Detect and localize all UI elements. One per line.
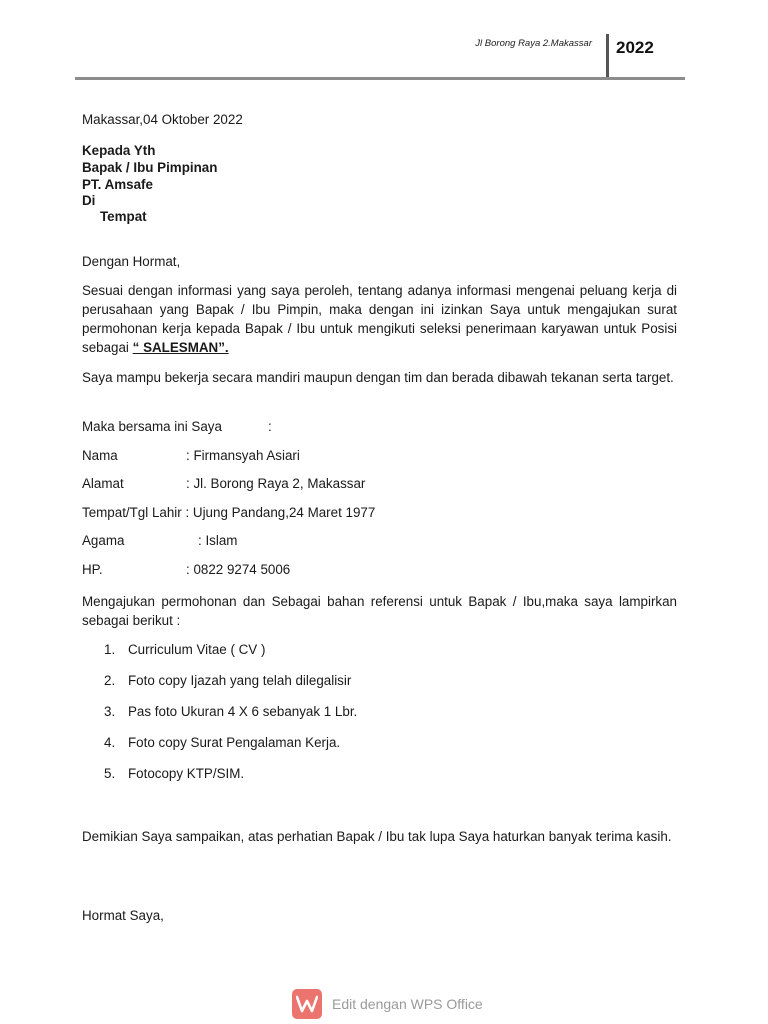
- detail-label: HP.: [82, 562, 103, 577]
- paragraph-attachments-intro: Mengajukan permohonan dan Sebagai bahan referensi untuk Bapak / Ibu,maka saya lampirkan sebagai berikut :: [82, 594, 677, 628]
- intro-text: Maka bersama ini Saya: [82, 419, 222, 434]
- wps-logo-icon: [292, 989, 322, 1019]
- signoff: Hormat Saya,: [82, 908, 164, 923]
- detail-value: : Jl. Borong Raya 2, Makassar: [186, 476, 366, 491]
- list-item: [104, 735, 340, 750]
- recipient-line-4: Di: [82, 193, 96, 208]
- list-item: [104, 642, 265, 657]
- list-number: 4.: [104, 735, 116, 750]
- header-address: Jl Borong Raya 2.Makassar: [475, 38, 592, 49]
- list-text: Foto copy Surat Pengalaman Kerja.: [128, 735, 341, 750]
- detail-row-ttl: [82, 504, 482, 522]
- list-text: Foto copy Ijazah yang telah dilegalisir: [128, 673, 352, 688]
- recipient-line-5: Tempat: [100, 209, 147, 224]
- recipient-line-3: PT. Amsafe: [82, 177, 153, 192]
- detail-value: : Ujung Pandang,24 Maret 1977: [185, 505, 376, 520]
- list-item: [104, 704, 357, 719]
- paragraph-ability: Saya mampu bekerja secara mandiri maupun dengan tim dan berada dibawah tekanan serta target.: [82, 370, 674, 385]
- detail-row-nama: [82, 447, 482, 465]
- detail-row-alamat: [82, 475, 482, 493]
- header-divider-vertical: [606, 34, 609, 79]
- list-number: 3.: [104, 704, 116, 719]
- position-salesman: “ SALESMAN”.: [132, 340, 229, 355]
- detail-row-hp: [82, 561, 482, 579]
- paragraph-application: [82, 281, 677, 357]
- intro-colon: :: [268, 419, 272, 434]
- greeting: Dengan Hormat,: [82, 254, 181, 269]
- header-year: 2022: [616, 38, 654, 57]
- list-item: [104, 673, 351, 688]
- intro-line: [82, 418, 272, 436]
- list-item: [104, 766, 244, 781]
- wps-edit-banner[interactable]: [292, 988, 483, 1020]
- detail-label: Alamat: [82, 476, 124, 491]
- detail-label: Nama: [82, 448, 118, 463]
- detail-label: Agama: [82, 533, 125, 548]
- recipient-line-1: Kepada Yth: [82, 143, 156, 158]
- header-rule: [75, 77, 685, 80]
- list-number: 5.: [104, 766, 116, 781]
- paragraph-closing: Demikian Saya sampaikan, atas perhatian Bapak / Ibu tak lupa Saya haturkan banyak terima kasih.: [82, 829, 672, 844]
- detail-row-agama: [82, 532, 482, 550]
- list-text: Curriculum Vitae ( CV ): [128, 642, 266, 657]
- wps-edit-text[interactable]: Edit dengan WPS Office: [332, 996, 483, 1012]
- detail-value: : Islam: [198, 533, 238, 548]
- list-number: 1.: [104, 642, 116, 657]
- place-date: Makassar,04 Oktober 2022: [82, 112, 243, 127]
- paragraph-application-text: Sesuai dengan informasi yang saya peroleh, tentang adanya informasi mengenai peluang kerja di perusahaan yang Bapak / Ibu Pimpin, maka dengan ini izinkan Saya untuk mengajukan surat permohonan kerja kepada Bapak / Ibu untuk mengikuti seleksi penerimaan karyawan untuk Posisi sebagai: [82, 283, 677, 355]
- detail-label: Tempat/Tgl Lahir: [82, 505, 182, 520]
- detail-value: : 0822 9274 5006: [186, 562, 291, 577]
- list-text: Pas foto Ukuran 4 X 6 sebanyak 1 Lbr.: [128, 704, 358, 719]
- detail-value: : Firmansyah Asiari: [186, 448, 300, 463]
- list-number: 2.: [104, 673, 116, 688]
- list-text: Fotocopy KTP/SIM.: [128, 766, 245, 781]
- recipient-line-2: Bapak / Ibu Pimpinan: [82, 160, 218, 175]
